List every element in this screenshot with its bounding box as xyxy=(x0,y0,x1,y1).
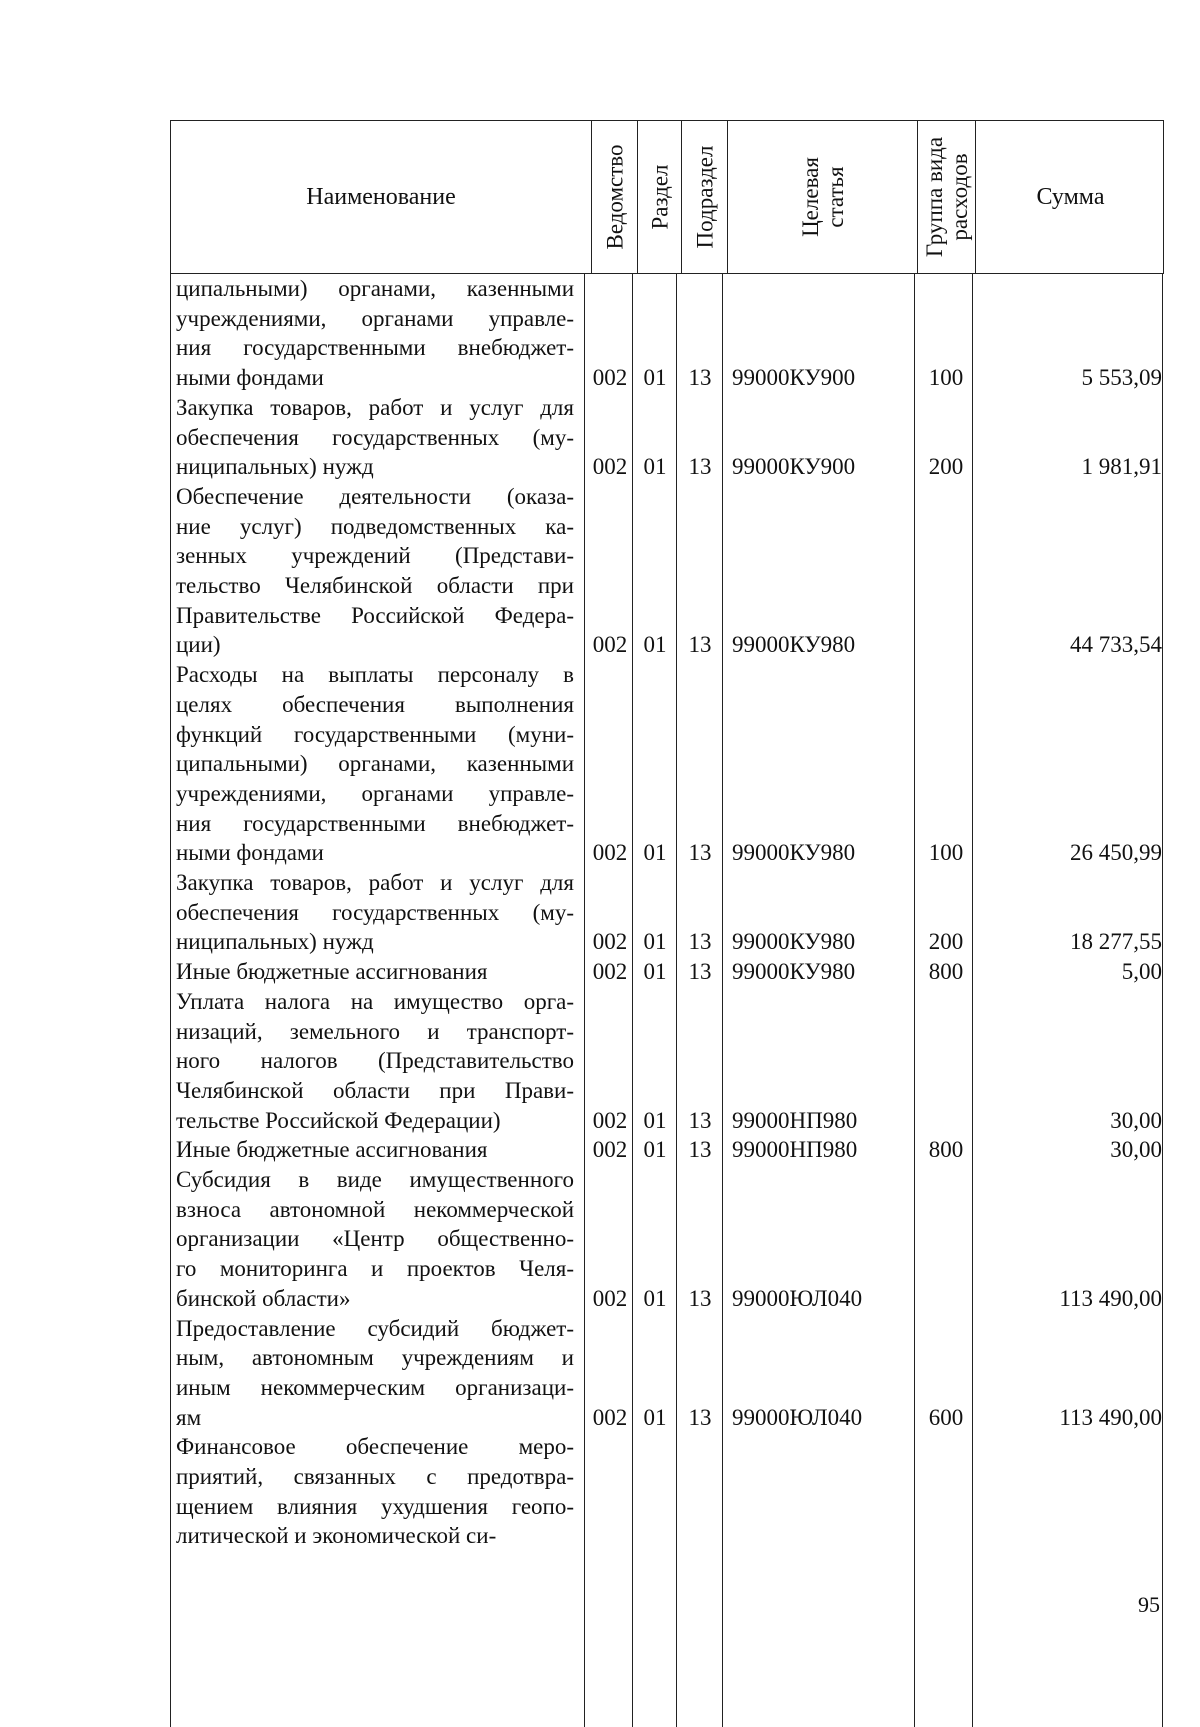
table-row xyxy=(170,868,1164,957)
row-name-line: Финансовое обеспечение меро- xyxy=(176,1434,574,1460)
header-razdel-text: Раздел xyxy=(647,164,672,230)
cell-razdel: 01 xyxy=(643,959,667,985)
table-row xyxy=(170,1165,1164,1314)
table-body xyxy=(170,274,1164,1727)
cell-summa: 1 981,91 xyxy=(1081,454,1162,480)
cell-gruppa: 200 xyxy=(928,929,964,955)
row-name-line: Иные бюджетные ассигнования xyxy=(176,959,488,985)
row-name-line: ния государственными внебюджет- xyxy=(176,335,574,361)
cell-summa: 5,00 xyxy=(1121,959,1162,985)
row-name xyxy=(176,957,574,987)
row-name-line: иным некоммерческим организаци- xyxy=(176,1374,574,1400)
row-name-line: ным, автономным учреждениям и xyxy=(176,1345,574,1371)
cell-gruppa: 800 xyxy=(928,1137,964,1163)
row-name xyxy=(176,1165,574,1314)
cell-vedomstvo: 002 xyxy=(592,454,628,480)
cell-vedomstvo: 002 xyxy=(592,1107,628,1133)
row-name-line: учреждениями, органами управле- xyxy=(176,305,574,331)
row-name-line: тельство Челябинской области при xyxy=(176,573,574,598)
cell-razdel: 01 xyxy=(643,929,667,955)
header-celevaya-line2: статья xyxy=(822,166,848,228)
cell-gruppa: 100 xyxy=(928,840,964,866)
row-name-line: организации «Центр общественно- xyxy=(176,1226,574,1252)
cell-razdel: 01 xyxy=(643,1137,667,1163)
cell-gruppa: 800 xyxy=(928,959,964,985)
cell-celevaya: 99000КУ900 xyxy=(732,454,856,480)
row-name-line: зенных учреждений (Представи- xyxy=(176,543,574,569)
row-name-line: бинской области» xyxy=(176,1285,351,1311)
row-name xyxy=(176,482,574,660)
cell-razdel: 01 xyxy=(643,840,667,866)
cell-gruppa: 100 xyxy=(928,365,964,391)
header-gruppa-line1: Группа вида xyxy=(921,136,947,258)
cell-summa: 30,00 xyxy=(1110,1107,1162,1133)
row-name-line: учреждениями, органами управле- xyxy=(176,780,574,806)
row-name-line: Обеспечение деятельности (оказа- xyxy=(176,483,574,509)
table-row xyxy=(170,1432,1164,1551)
cell-summa: 18 277,55 xyxy=(1070,929,1162,955)
row-name-line: ного налогов (Представительство xyxy=(176,1048,574,1074)
row-name xyxy=(176,393,574,482)
row-name xyxy=(176,1135,574,1165)
row-name-line: литической и экономической си- xyxy=(176,1523,497,1549)
row-name-line: ям xyxy=(176,1404,202,1430)
cell-celevaya: 99000КУ900 xyxy=(732,365,856,391)
cell-razdel: 01 xyxy=(643,454,667,480)
cell-razdel: 01 xyxy=(643,365,667,391)
cell-vedomstvo: 002 xyxy=(592,959,628,985)
row-name xyxy=(176,987,574,1136)
row-name xyxy=(176,660,574,868)
cell-podrazdel: 13 xyxy=(688,959,712,985)
header-gruppa-line2: расходов xyxy=(946,153,972,241)
header-name xyxy=(171,121,591,273)
cell-summa: 26 450,99 xyxy=(1070,840,1162,866)
header-vedomstvo xyxy=(591,121,637,273)
header-celevaya-line1: Целевая xyxy=(797,157,823,237)
row-name-line: ние услуг) подведомственных ка- xyxy=(176,513,574,539)
row-name-line: Субсидия в виде имущественного xyxy=(176,1167,574,1192)
cell-summa: 113 490,00 xyxy=(1059,1404,1162,1430)
cell-razdel: 01 xyxy=(643,1404,667,1430)
row-name-line: го мониторинга и проектов Челя- xyxy=(176,1256,574,1282)
cell-razdel: 01 xyxy=(643,632,667,658)
cell-vedomstvo: 002 xyxy=(592,365,628,391)
row-name-line: обеспечения государственных (му- xyxy=(176,424,574,450)
row-name-line: ными фондами xyxy=(176,365,324,391)
row-name-line: ции) xyxy=(176,632,221,658)
header-podrazdel xyxy=(681,121,727,273)
cell-podrazdel: 13 xyxy=(688,1107,712,1133)
row-name-line: приятий, связанных с предотвра- xyxy=(176,1464,574,1489)
row-name-line: Иные бюджетные ассигнования xyxy=(176,1137,488,1163)
cell-podrazdel: 13 xyxy=(688,454,712,480)
cell-celevaya: 99000КУ980 xyxy=(732,959,856,985)
row-name-line: Челябинской области при Прави- xyxy=(176,1077,574,1103)
cell-podrazdel: 13 xyxy=(688,365,712,391)
cell-summa: 5 553,09 xyxy=(1081,365,1162,391)
header-summa-text: Сумма xyxy=(1036,183,1105,210)
row-name-line: Закупка товаров, работ и услуг для xyxy=(176,870,574,895)
row-name-line: функций государственными (муни- xyxy=(176,721,574,747)
cell-podrazdel: 13 xyxy=(688,632,712,658)
row-name-line: Предоставление субсидий бюджет- xyxy=(176,1315,574,1341)
table-row xyxy=(170,957,1164,987)
cell-razdel: 01 xyxy=(643,1107,667,1133)
row-name-line: Расходы на выплаты персоналу в xyxy=(176,662,574,688)
cell-celevaya: 99000КУ980 xyxy=(732,929,856,955)
row-name xyxy=(176,1314,574,1433)
table-row xyxy=(170,274,1164,393)
table-row xyxy=(170,482,1164,660)
cell-gruppa: 200 xyxy=(928,454,964,480)
row-name xyxy=(176,868,574,957)
cell-vedomstvo: 002 xyxy=(592,632,628,658)
cell-vedomstvo: 002 xyxy=(592,1137,628,1163)
cell-celevaya: 99000ЮЛ040 xyxy=(732,1404,863,1430)
row-name-line: ципальными) органами, казенными xyxy=(176,276,574,301)
table-header xyxy=(170,120,1164,274)
cell-celevaya: 99000ЮЛ040 xyxy=(732,1285,863,1311)
cell-podrazdel: 13 xyxy=(688,840,712,866)
row-name-line: ния государственными внебюджет- xyxy=(176,810,574,836)
cell-podrazdel: 13 xyxy=(688,1404,712,1430)
cell-gruppa: 600 xyxy=(928,1404,964,1430)
header-celevaya-text xyxy=(798,157,848,237)
header-name-text: Наименование xyxy=(306,183,456,210)
budget-table xyxy=(170,120,1164,1727)
cell-summa: 44 733,54 xyxy=(1070,632,1162,658)
cell-vedomstvo: 002 xyxy=(592,1285,628,1311)
row-name xyxy=(176,1432,574,1551)
row-name-line: целях обеспечения выполнения xyxy=(176,691,574,717)
row-name xyxy=(176,274,574,393)
header-gruppa xyxy=(917,121,975,273)
row-name-line: ниципальных) нужд xyxy=(176,454,374,480)
cell-celevaya: 99000НП980 xyxy=(732,1107,858,1133)
table-row xyxy=(170,393,1164,482)
cell-celevaya: 99000КУ980 xyxy=(732,840,856,866)
header-celevaya xyxy=(727,121,917,273)
row-name-line: ными фондами xyxy=(176,840,324,866)
cell-summa: 113 490,00 xyxy=(1059,1285,1162,1311)
row-name-line: ципальными) органами, казенными xyxy=(176,751,574,777)
cell-celevaya: 99000КУ980 xyxy=(732,632,856,658)
header-podrazdel-text: Подраздел xyxy=(692,145,717,249)
cell-vedomstvo: 002 xyxy=(592,840,628,866)
row-name-line: тельстве Российской Федерации) xyxy=(176,1107,501,1133)
cell-podrazdel: 13 xyxy=(688,1137,712,1163)
row-name-line: взноса автономной некоммерческой xyxy=(176,1196,574,1222)
row-name-line: низаций, земельного и транспорт- xyxy=(176,1018,574,1044)
row-name-line: Правительстве Российской Федера- xyxy=(176,602,574,628)
header-vedomstvo-text: Ведомство xyxy=(602,144,627,250)
cell-razdel: 01 xyxy=(643,1285,667,1311)
row-name-line: ниципальных) нужд xyxy=(176,929,374,955)
table-row xyxy=(170,1314,1164,1433)
table-row xyxy=(170,1135,1164,1165)
row-name-line: Уплата налога на имущество орга- xyxy=(176,988,574,1014)
cell-podrazdel: 13 xyxy=(688,929,712,955)
cell-podrazdel: 13 xyxy=(688,1285,712,1311)
row-name-line: обеспечения государственных (му- xyxy=(176,899,574,925)
page-number: 95 xyxy=(1138,1592,1160,1617)
row-name-line: щением влияния ухудшения геопо- xyxy=(176,1493,574,1519)
header-summa xyxy=(975,121,1165,273)
header-gruppa-text xyxy=(922,137,972,257)
cell-vedomstvo: 002 xyxy=(592,929,628,955)
table-row xyxy=(170,987,1164,1136)
table-row xyxy=(170,660,1164,868)
row-name-line: Закупка товаров, работ и услуг для xyxy=(176,394,574,420)
cell-vedomstvo: 002 xyxy=(592,1404,628,1430)
cell-summa: 30,00 xyxy=(1110,1137,1162,1163)
cell-celevaya: 99000НП980 xyxy=(732,1137,858,1163)
header-razdel xyxy=(637,121,681,273)
